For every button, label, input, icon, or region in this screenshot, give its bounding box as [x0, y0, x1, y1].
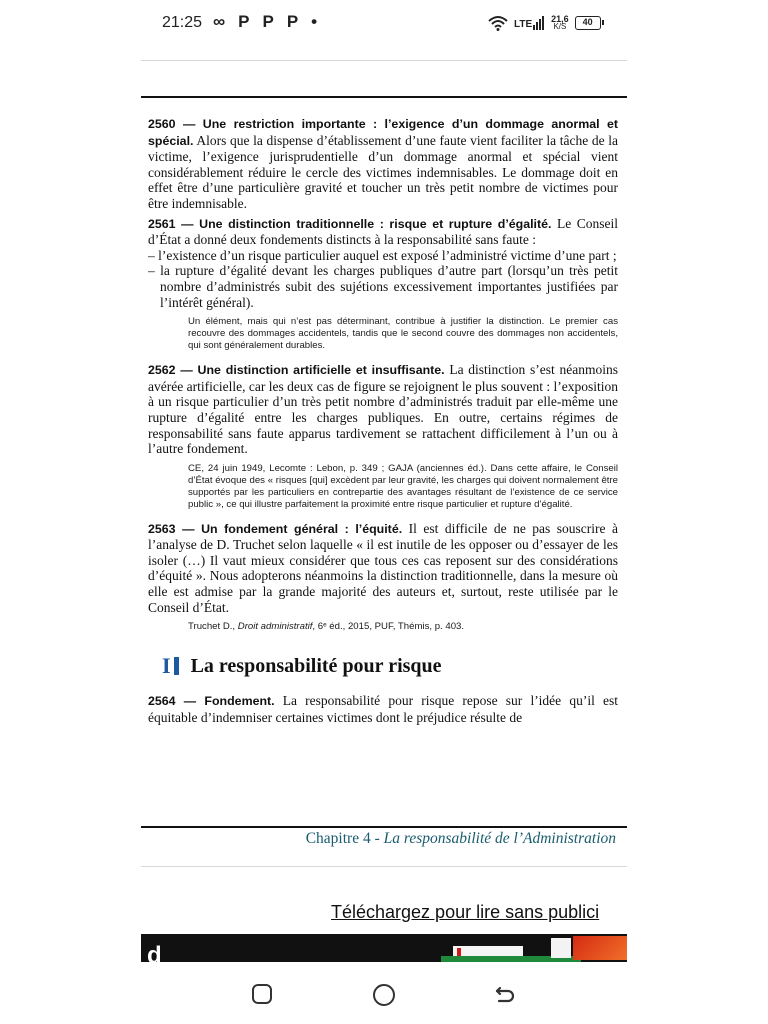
note-2562: CE, 24 juin 1949, Lecomte : Lebon, p. 349 ; GAJA (anciennes éd.). Dans cette affaire, le Conseil d’État évoque des « risques [qui] excèdent par leur gravité, les charges qui doivent normalement être supportés par les particuliers en contrepartie des avantages résultant de l’existence de ce service public », ce qui illustre parfaitement la proximité entre risque particulier et rupture d’égalité.: [188, 462, 618, 510]
ad-thumbnail-accent: [457, 948, 461, 956]
speed-value: 21,6: [551, 14, 569, 24]
home-icon[interactable]: [373, 984, 395, 1006]
battery-icon: 40: [575, 16, 601, 30]
paragraph-heading: 2562 — Une distinction artificielle et insuffisante.: [148, 363, 445, 378]
note-text: , 6ᵉ éd., 2015, PUF, Thémis, p. 403.: [312, 621, 465, 633]
note-text: Truchet D.,: [188, 621, 238, 633]
network-indicator: [514, 16, 545, 30]
wifi-icon: [488, 15, 508, 31]
list-2561: [148, 248, 618, 310]
paragraph-2562: [148, 362, 618, 457]
ad-logo-icon: d: [147, 942, 162, 962]
ad-banner[interactable]: [141, 934, 627, 962]
paragraph-heading: 2560 — Une restriction importante : l’exigence d’un dommage anormal et spécial.: [148, 117, 618, 148]
p-notification-icon: P: [286, 12, 300, 31]
section-heading: [162, 653, 618, 679]
paragraph-2560: [148, 116, 618, 212]
viewer-top-divider: [141, 60, 627, 61]
paragraph-2561: [148, 216, 618, 248]
back-icon[interactable]: [494, 984, 516, 1006]
p-notification-icon: P: [238, 12, 251, 31]
paragraph-body: La responsabilité pour risque repose sur l’idée qu’il est équitable d’indemniser certaines victimes dont le préjudice résulte de: [148, 693, 618, 725]
note-book-title: Droit administratif: [237, 621, 313, 633]
recents-icon[interactable]: [252, 984, 272, 1004]
chapter-number: Chapitre 4 -: [305, 830, 384, 847]
paragraph-body: Le Conseil d’État a donné deux fondements distincts à la responsabilité sans faute :: [148, 215, 618, 248]
note-2561: Un élément, mais qui n’est pas déterminant, contribue à justifier la distinction. Le premier cas recouvre des dommages accidentels, tandis que le second couvre des dommages non accidentels, qui sont généralement durables.: [188, 316, 618, 352]
notification-icons: [213, 12, 330, 32]
signal-icon: [533, 16, 545, 30]
list-item: – la rupture d’égalité devant les charges publiques d’autre part (lorsqu’un très petit nombre d’administrés subit des sujétions excessivement importantes justifiées par l’intérêt général).: [148, 263, 618, 310]
chapter-footer: [141, 826, 627, 848]
note-2563: [188, 621, 618, 633]
p-notification-icon: P: [262, 12, 275, 31]
ad-thumbnail-white: [551, 938, 571, 958]
network-speed: [551, 15, 569, 31]
paragraph-heading: 2561 — Une distinction traditionnelle : risque et rupture d’égalité.: [148, 216, 552, 231]
status-bar: [0, 0, 768, 44]
document-page[interactable]: [141, 96, 627, 831]
ad-image: [573, 936, 627, 960]
chapter-title: La responsabilité de l’Administration: [383, 830, 616, 847]
system-nav-bar: [0, 966, 768, 1024]
status-time: 21:25: [162, 14, 203, 31]
page-divider: [141, 866, 627, 867]
speed-unit: K/S: [553, 22, 567, 31]
paragraph-body: La distinction s’est néanmoins avérée artificielle, car les deux cas de figure se rejoignent le plus souvent : l’exposition à un risque particulier d’un très petit nombre d’administrés traduit par elle-même une rupture d’égalité entre les charges publiques. En outre, certains régimes de responsabilité sans faute apparus tardivement se rattachent difficilement à l’un ou à l’autre fondement.: [148, 362, 618, 457]
paragraph-heading: 2563 — Un fondement général : l’équité.: [148, 521, 403, 536]
dot-notification-icon: •: [311, 12, 319, 31]
paragraph-body: Il est difficile de ne pas souscrire à l’analyse de D. Truchet selon laquelle « il est inutile de les opposer ou d’essayer de les isoler (…) Il vaut mieux considérer que tous ces cas reposent sur des considérations d’équité ». Nous adopterons néanmoins la distinction traditionnelle, dans la mesure où elle est admise par la grande majorité des auteurs et, surtout, reste utilisée par le Conseil d’État.: [148, 520, 618, 615]
section-number: I: [162, 653, 171, 679]
network-type: LTE: [514, 19, 533, 30]
paragraph-2563: [148, 521, 618, 616]
section-accent-bar: [174, 657, 179, 675]
section-title: La responsabilité pour risque: [190, 654, 442, 677]
ad-free-download-link[interactable]: Téléchargez pour lire sans publici: [331, 902, 600, 922]
infinity-notification-icon: ∞: [213, 12, 227, 31]
list-item: – l’existence d’un risque particulier auquel est exposé l’administré victime d’une part ;: [148, 247, 617, 263]
status-system-icons: [488, 12, 601, 34]
paragraph-2564: [148, 693, 618, 725]
paragraph-heading: 2564 — Fondement.: [148, 694, 275, 709]
paragraph-body: Alors que la dispense d’établissement d’une faute vient faciliter la tâche de la victime, l’exigence jurisprudentielle d’un dommage anormal et spécial vient considérablement réduire le cercle des victimes indemnisables. Le dommage doit en effet être d’une particulière gravité et toucher un très petit nombre de victimes pour être indemnisable.: [148, 132, 618, 211]
